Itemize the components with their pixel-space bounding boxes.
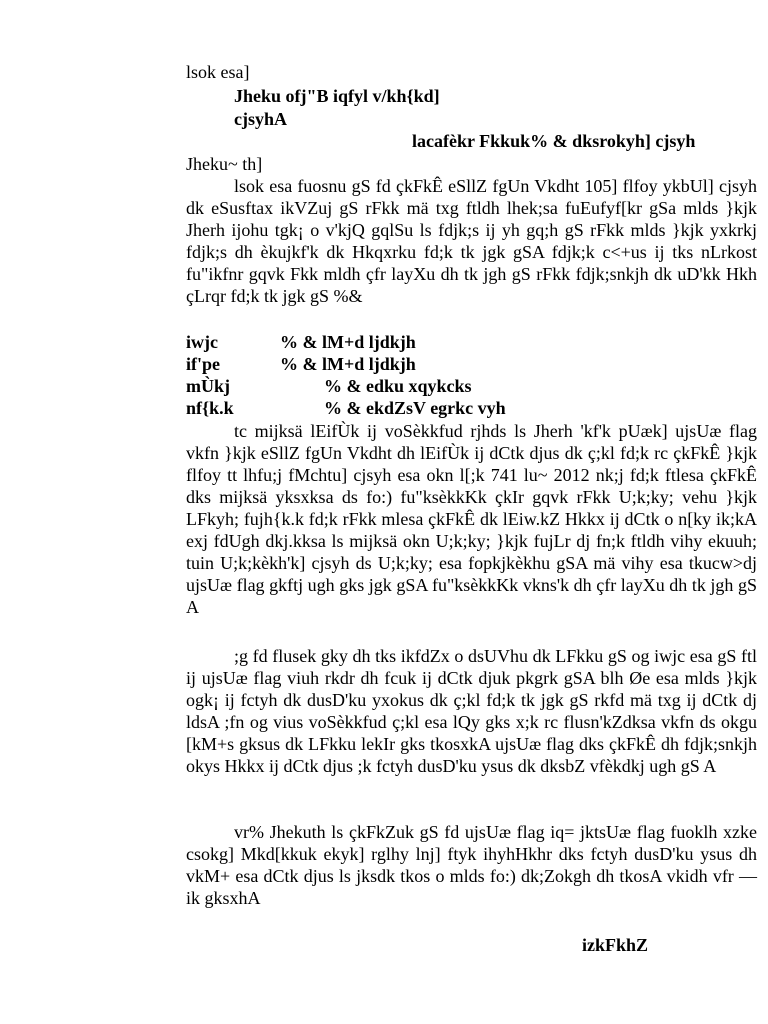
recipient-name: Jheku ofj"B iqfyl v/kh{kd]: [234, 86, 440, 106]
party-description: % & edku xqykcks: [324, 376, 472, 396]
body-paragraph-3: ;g fd flusek gky dh tks ikfdZx o dsUVhu dk LFkku gS og iwjc esa gS ftl ij ujsUæ flag viuh rkdr dh fcuk ij dCtk djuk pkgrk gSA blh Øe esa mlds }kjk ogk¡ ij fctyh dk dusD'ku yxokus dk ç;kl fd;k tk jgk gS rkfd mä txg ij dCtk dj ldsA ;fn og vius voSèkkfud ç;kl esa lQy gks x;k rc flusn'kZdksa vkfn ds okgu [kM+s gksus dk LFkku lekIr gks tkosxkA ujsUæ flag dks çkFkÊ dh fdjk;snkjh okys Hkkx ij dCtk djus ;k fctyh dusD'ku ysus dk dksbZ vfèkdkj ugh gS A: [186, 646, 757, 776]
party-row-south: [186, 397, 586, 419]
closing-signature: izkFkhZ: [582, 935, 649, 955]
party-row-north: [186, 375, 586, 397]
party-description: % & lM+d ljdkjh: [280, 332, 416, 352]
party-direction: mÙkj: [186, 376, 230, 396]
party-description: % & lM+d ljdkjh: [280, 354, 416, 374]
party-direction: if'pe: [186, 354, 220, 374]
party-direction: iwjc: [186, 332, 218, 352]
party-direction: nf{k.k: [186, 398, 234, 418]
body-paragraph-1: lsok esa fuosnu gS fd çkFkÊ eSllZ fgUn Vkdht 105] flfoy ykbUl] cjsyh dk eSusftax ikVZuj gS rFkk mä txg ftldh lhek;sa fuEufyf[kr gSa mlds }kjk Jherh ijohu tgk¡ o v'kjQ gqlSu ls fdjk;s ij yh gq;h gS rFkk mlds }kjk yxkrkj fdjk;s dh èkujkf'k dk Hkqxrku fd;k tk jgk gSA fdjk;k c<+us ij tks nLrkost fu"ikfnr gqvk Fkk mldh çfr layXu dh tk jgh gS rFkk fdjk;snkjh dk uD'kk Hkh çLrqr fd;k tk jgk gS %&: [186, 176, 757, 306]
party-row-east: [186, 331, 586, 353]
recipient-city: cjsyhA: [234, 109, 287, 129]
body-paragraph-4: vr% Jhekuth ls çkFkZuk gS fd ujsUæ flag iq= jktsUæ flag fuoklh xzke csokg] Mkd[kkuk ekyk] rglhy lnj] ftyk ihyhHkhr dks fctyh dusD'ku ysus dh vkM+ esa dCtk djus ls jksdk tkos o mlds fo:) dk;Zokgh dh tkosA vkidh vfr —ik gksxhA: [186, 822, 757, 908]
party-description: % & ekdZsV egrkc vyh: [324, 398, 506, 418]
party-row-west: [186, 353, 586, 375]
subject-line: lacafèkr Fkkuk% & dksrokyh] cjsyh: [412, 131, 696, 151]
salutation: Jheku~ th]: [186, 154, 263, 174]
address-to: lsok esa]: [186, 62, 250, 82]
body-paragraph-2: tc mijksä lEifÙk ij voSèkkfud rjhds ls Jherh 'kf'k pUæk] ujsUæ flag vkfn }kjk eSllZ fgUn Vkdht dh lEifÙk ij dCtk djus dk ç;kl fd;k rc çkFkÊ }kjk flfoy tt lhfu;j fMchtu] cjsyh esa okn l[;k 741 lu~ 2012 nk;j fd;k ftlesa çkFkÊ dks mijksä yksxksa ds fo:) fu"ksèkkKk çkIr gqvk rFkk U;k;ky; vehu }kjk LFkyh; fujh{k.k fd;k rFkk mlesa çkFkÊ dk lEiw.kZ Hkkx ij dCtk o n[ky ik;kA exj fdUgh dkj.kksa ls mijksä okn U;k;ky; }kjk fujLr dj fn;k ftldh vihy ekuuh; tuin U;k;kèkh'k] cjsyh ds U;k;ky; esa fopkjkèkhu gSA mä vihy esa tkucw>dj ujsUæ flag gkftj ugh gks jgk gSA fu"ksèkkKk vkns'k dh çfr layXu dh tk jgh gS A: [186, 421, 757, 617]
